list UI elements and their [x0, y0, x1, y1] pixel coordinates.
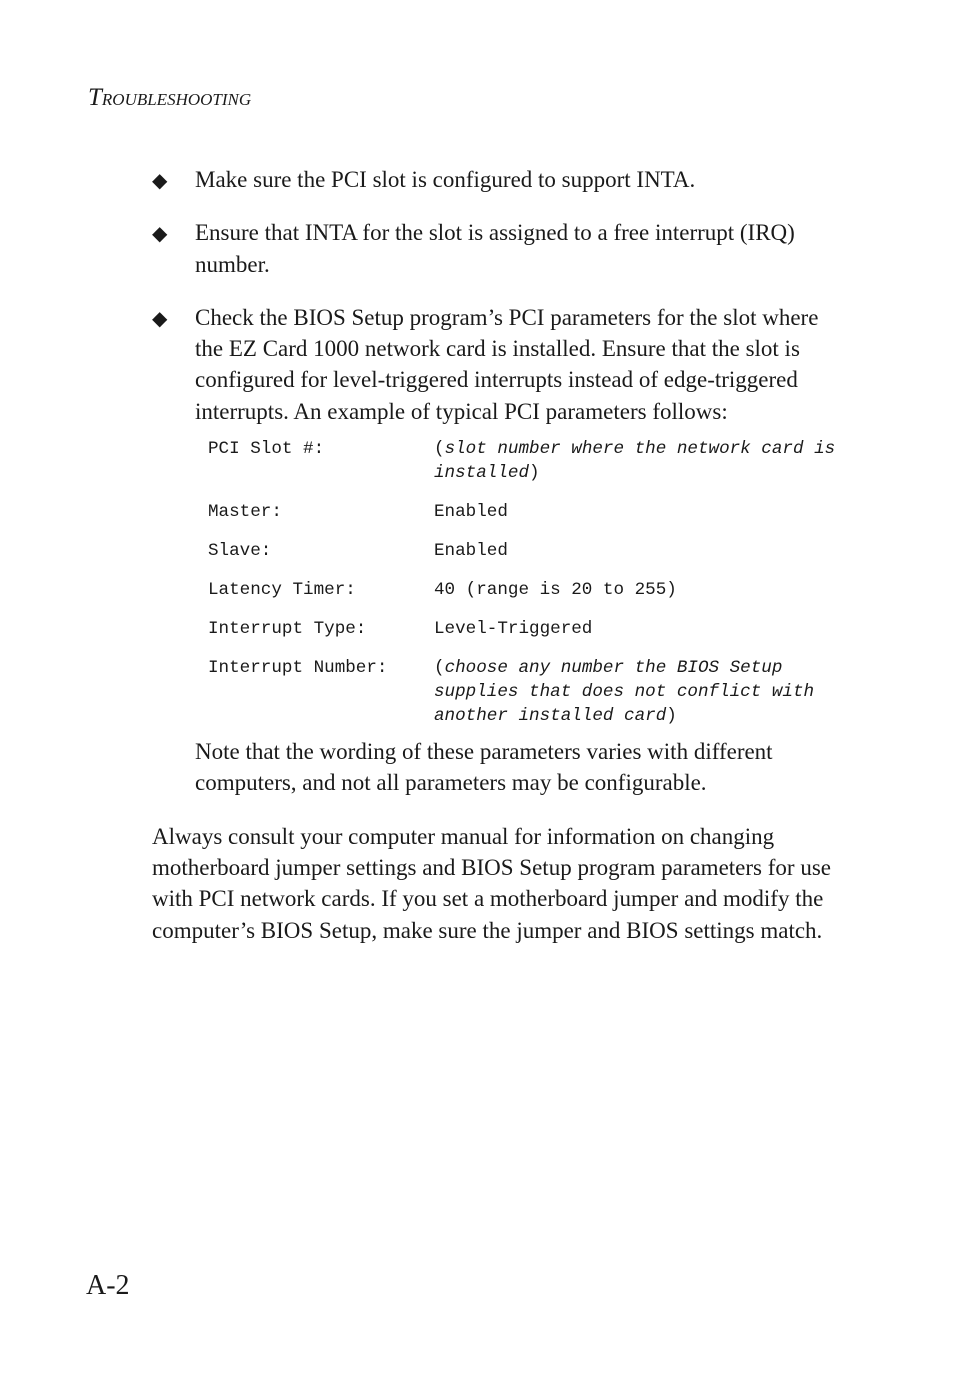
- parameters-note: Note that the wording of these parameters varies with different computers, and not all parameters may be configurable.: [195, 739, 773, 796]
- param-value: 40 (range is 20 to 255): [434, 580, 677, 601]
- param-row: [208, 617, 852, 641]
- param-value: Enabled: [434, 541, 508, 562]
- bullet-text: Ensure that INTA for the slot is assigned to a free interrupt (IRQ) number.: [195, 220, 795, 277]
- bullet-item-irq: [152, 217, 852, 280]
- param-row: [208, 500, 852, 524]
- param-value: (slot number where the network card is installed): [434, 439, 836, 484]
- param-name: Interrupt Type:: [208, 619, 367, 640]
- bullet-text: Check the BIOS Setup program’s PCI parameters for the slot where the EZ Card 1000 network card is installed. Ensure that the slot is configured for level-triggered interrupts instead of edge-triggered interrupts. An example of typical PCI parameters follows:: [195, 304, 819, 424]
- param-value: (choose any number the BIOS Setup supplies that does not conflict with another installed card): [434, 658, 815, 727]
- param-name: Latency Timer:: [208, 580, 356, 601]
- pci-parameter-list: [208, 437, 852, 728]
- page-number: A-2: [86, 1270, 130, 1301]
- running-header: [88, 84, 251, 112]
- body-paragraph: Always consult your computer manual for information on changing motherboard jumper settings and BIOS Setup program parameters for use with PCI network cards. If you set a motherboard jumper and modify the computer’s BIOS Setup, make sure the jumper and BIOS settings match.: [152, 823, 831, 943]
- param-row: [208, 656, 852, 728]
- diamond-bullet-icon: ◆: [152, 305, 168, 330]
- running-header-initial: T: [88, 84, 102, 111]
- param-row: [208, 437, 852, 485]
- param-name: Slave:: [208, 541, 272, 562]
- bullet-item-inta: [152, 164, 852, 195]
- running-header-rest: ROUBLESHOOTING: [101, 90, 252, 109]
- param-name: Master:: [208, 502, 282, 523]
- param-name: PCI Slot #:: [208, 439, 325, 460]
- diamond-bullet-icon: ◆: [152, 168, 168, 192]
- diamond-bullet-icon: ◆: [152, 221, 168, 246]
- param-name: Interrupt Number:: [208, 658, 388, 679]
- param-value: Level-Triggered: [434, 619, 593, 640]
- bullet-text: Make sure the PCI slot is configured to support INTA.: [195, 167, 696, 192]
- param-row: [208, 539, 852, 563]
- bullet-item-bios: [152, 302, 852, 427]
- param-row: [208, 578, 852, 602]
- page-content: [152, 164, 852, 946]
- param-value: Enabled: [434, 502, 508, 523]
